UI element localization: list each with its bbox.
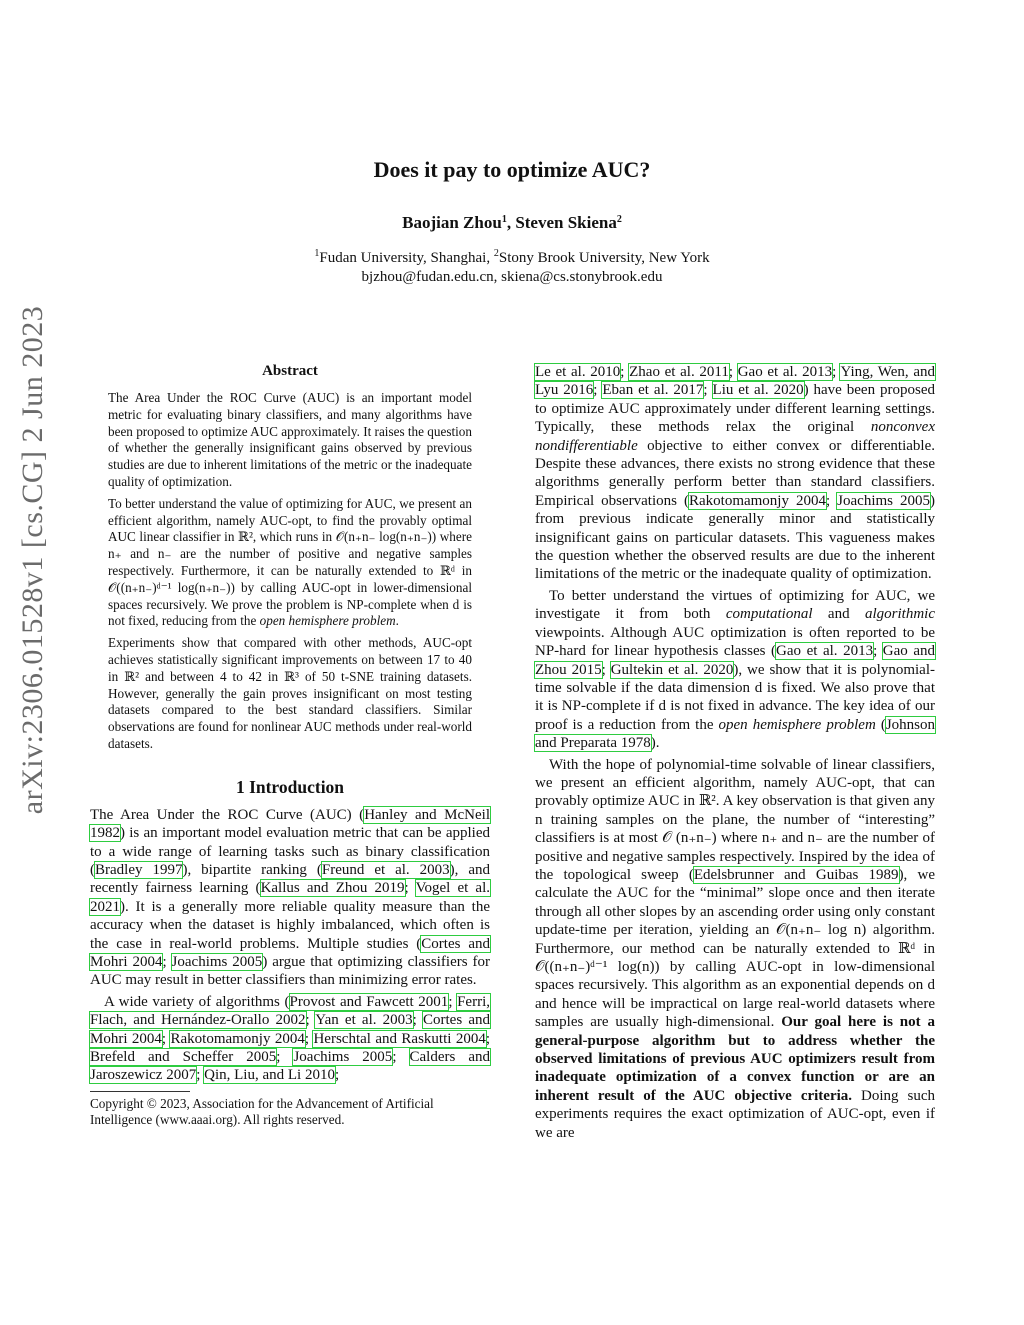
- text: ).: [650, 735, 660, 752]
- abstract-p2-emphasis: open hemisphere problem: [259, 613, 396, 629]
- text: ), we show that it is polynomial-time solvable if the data dimension d is fixed. We also prove that it is NP-complete if d is not fixed in advance. The key idea of our proof is a reduction from the: [535, 661, 935, 733]
- text: ;: [485, 1030, 490, 1047]
- author-2: Steven Skiena: [515, 213, 617, 232]
- citation-link[interactable]: Liu et al. 2020: [712, 382, 804, 399]
- arxiv-id-text: arXiv:2306.01528v1 [cs.CG] 2 Jun 2023: [16, 305, 49, 815]
- affiliation-1: Fudan University, Shanghai,: [319, 250, 494, 266]
- citation-link[interactable]: Vogel et al. 2021: [90, 880, 491, 915]
- text: ;: [304, 1030, 314, 1047]
- text: ;: [392, 1049, 410, 1066]
- emphasis: computational: [725, 606, 813, 623]
- citation-link[interactable]: Cortes and Mohri 2004: [90, 935, 490, 970]
- footnote-divider: [90, 1091, 190, 1092]
- citation-link[interactable]: Rakotomamonjy 2004: [688, 492, 826, 509]
- text: and: [812, 606, 865, 623]
- affil-2-mark: 2: [493, 248, 499, 259]
- text: With the hope of polynomial-time solvable of linear classifiers, we present an efficient algorithm, namely AUC-opt, that can provably optimize AUC in ℝ². A key observation is that given any n training samples on the plane, the number of “interesting” classifiers is at most 𝒪 (n₊n₋) where n₊ and n₋ are the number of positive and negative samples respectively. Inspired by the idea of the topological sweep (: [535, 756, 935, 883]
- citation-link[interactable]: Brefeld and Scheffer 2005: [90, 1049, 277, 1066]
- citation-link[interactable]: Herschtal and Raskutti 2004: [313, 1030, 486, 1047]
- text: ;: [305, 1012, 316, 1029]
- author-2-affil-mark: 2: [616, 214, 622, 225]
- text: A wide variety of algorithms (: [104, 993, 290, 1010]
- text: ), and recently fairness learning (: [90, 861, 491, 897]
- intro-paragraph-2: [90, 993, 490, 1085]
- left-column: [90, 363, 490, 1129]
- copyright-footnote: Copyright © 2023, Association for the Advancement of Artificial Intelligence (www.aaai.org). All rights reserved.: [90, 1095, 434, 1128]
- author-1: Baojian Zhou: [402, 213, 502, 232]
- right-column: [535, 363, 935, 1145]
- citation-link[interactable]: Le et al. 2010: [535, 364, 621, 380]
- text: ), bipartite ranking (: [182, 861, 322, 878]
- citation-link[interactable]: Hanley and McNeil 1982: [90, 806, 491, 842]
- citation-link[interactable]: Joachims 2005: [293, 1049, 393, 1066]
- text: Doing such experiments requires the exact optimization of AUC-opt, even if we are: [535, 1087, 935, 1141]
- author-emails: bjzhou@fudan.edu.cn, skiena@cs.stonybrook.edu: [361, 269, 663, 285]
- emphasis: nonconvex nondifferentiable: [535, 419, 935, 454]
- citation-link[interactable]: Yan et al. 2003: [315, 1012, 413, 1029]
- text: ) argue that optimizing classifiers for AUC may result in better classifiers than minimizing error rates.: [90, 953, 490, 989]
- abstract-paragraph-1: The Area Under the ROC Curve (AUC) is an important model metric for evaluating binary classifiers, and many algorithms have been proposed to optimize AUC approximately. It raises the question of whether the generally insignificant gains observed by previous studies are due to inherent limitations of the metric or the inadequate quality of optimization.: [108, 390, 472, 489]
- citation-link[interactable]: Joachims 2005: [171, 953, 263, 970]
- text: viewpoints. Although AUC optimization is often reported to be NP-hard for linear hypothesis classes (: [535, 624, 935, 660]
- intro-heading: 1 Introduction: [235, 776, 345, 797]
- text: (: [875, 716, 886, 733]
- text: ;: [404, 880, 416, 897]
- text: ;: [276, 1049, 294, 1066]
- citation-link[interactable]: Provost and Fawcett 2001: [289, 993, 449, 1010]
- right-paragraph-1: [535, 363, 935, 584]
- citation-link[interactable]: Johnson and Preparata 1978: [535, 716, 936, 752]
- text: objective to either convex or differentiable. Despite these advances, there exists no strong evidence that these algorithms generally perform better than standard classifiers. Empirical observations (: [535, 437, 935, 509]
- citation-link[interactable]: Kallus and Zhou 2019: [260, 880, 405, 897]
- paper-title: Does it pay to optimize AUC?: [373, 157, 651, 182]
- affiliation-line: [0, 249, 1024, 268]
- bold-statement: Our goal here is not a general-purpose algorithm but to address whether the observed limitations of previous AUC optimizers result from inadequate optimization of a convex function or are an inherent result of the AUC objective criteria.: [535, 1014, 935, 1104]
- citation-link[interactable]: Bradley 1997: [95, 861, 183, 878]
- citation-link[interactable]: Calders and Jaroszewicz 2007: [90, 1049, 491, 1084]
- text: ;: [196, 1067, 205, 1084]
- text: ;: [601, 661, 611, 678]
- right-paragraph-2: [535, 587, 935, 753]
- citation-link[interactable]: Joachims 2005: [837, 492, 931, 509]
- affil-1-mark: 1: [314, 248, 320, 259]
- text: ;: [334, 1067, 340, 1084]
- citation-link[interactable]: Zhao et al. 2011: [629, 364, 729, 380]
- abstract-paragraph-2: [108, 496, 472, 630]
- text: ;: [703, 382, 713, 399]
- text: The Area Under the ROC Curve (AUC) (: [90, 806, 365, 823]
- author-separator: ,: [506, 213, 516, 232]
- citation-link[interactable]: Freund et al. 2003: [321, 861, 450, 878]
- affiliation-2: Stony Brook University, New York: [498, 250, 710, 266]
- citation-link[interactable]: Ying, Wen, and Lyu 2016: [535, 364, 935, 399]
- text: ;: [728, 364, 738, 380]
- text: ). It is a generally more reliable quality measure than the accuracy when the dataset is highly imbalanced, which often is the case in real-world problems. Multiple studies (: [90, 898, 490, 952]
- text: ;: [161, 1030, 171, 1047]
- right-paragraph-3: [535, 756, 935, 1143]
- text: ), we calculate the AUC for the “minimal” slope once and then iterate through all other slopes by an ascending order using only constant update-time per iteration, yielding an 𝒪(n₊n₋ log n) algorithm. Furthermore, our method can be naturally extended to ℝᵈ in 𝒪((n₊n₋)ᵈ⁻¹ log(n)) by calling AUC-opt in low-dimensional spaces recursively. This algorithm as an exponential depends on d and hence will be impractical on large real-world datasets where samples are usually high-dimensional.: [535, 866, 935, 1031]
- affiliations: [0, 249, 1024, 287]
- abstract-p2-end: .: [395, 613, 399, 629]
- citation-link[interactable]: Gao and Zhou 2015: [535, 643, 935, 678]
- text: ;: [593, 382, 603, 399]
- text: ;: [448, 993, 458, 1010]
- text: ;: [873, 643, 883, 660]
- text: ;: [620, 364, 630, 380]
- abstract-heading: Abstract: [262, 363, 318, 379]
- text: ;: [832, 364, 841, 380]
- author-1-affil-mark: 1: [501, 214, 507, 225]
- text: ;: [162, 953, 172, 970]
- text: ;: [825, 492, 838, 509]
- citation-link[interactable]: Gultekin et al. 2020: [610, 661, 734, 678]
- text: ) have been proposed to optimize AUC approximately under different learning settings. Typically, these methods relax the original: [535, 382, 935, 436]
- emphasis: open hemisphere problem: [718, 716, 876, 733]
- citation-link[interactable]: Cortes and Mohri 2004: [90, 1012, 490, 1047]
- citation-link[interactable]: Qin, Liu, and Li 2010: [204, 1067, 335, 1084]
- citation-link[interactable]: Gao et al. 2013: [776, 643, 874, 660]
- abstract-section: [108, 363, 472, 753]
- emphasis: algorithmic: [865, 606, 935, 623]
- text: ) from previous indicate generally minor and statistically insignificant gains on particular datasets. This vagueness makes the question whether the observed results are due to the inherent limitations of the metric or the inadequate quality of optimization.: [535, 492, 936, 583]
- text: To better understand the virtues of optimizing for AUC, we investigate it from both: [535, 587, 935, 623]
- citation-link[interactable]: Ferri, Flach, and Hernández-Orallo 2002: [90, 993, 491, 1029]
- citation-link[interactable]: Gao et al. 2013: [737, 364, 833, 380]
- citation-link[interactable]: Rakotomamonjy 2004: [170, 1030, 305, 1047]
- text: ) is an important model evaluation metric that can be applied to a wide range of learning tasks such as binary classification (: [90, 825, 490, 878]
- abstract-paragraph-3: Experiments show that compared with other methods, AUC-opt achieves statistically significant improvements on between 17 to 40 in ℝ² and between 4 to 42 in ℝ³ of 50 t-SNE training datasets. However, generally the gain proves insignificant on most testing datasets compared to the best standard classifiers. Similar observations are found for nonlinear AUC methods under real-world datasets.: [108, 635, 472, 751]
- intro-paragraph-1: [90, 806, 490, 990]
- author-line: [0, 213, 1024, 233]
- citation-link[interactable]: Edelsbrunner and Guibas 1989: [693, 866, 899, 883]
- text: ;: [412, 1012, 424, 1029]
- citation-link[interactable]: Eban et al. 2017: [602, 382, 704, 399]
- abstract-p2-text: To better understand the value of optimizing for AUC, we present an efficient algorithm, namely AUC-opt, to find the provably optimal AUC linear classifier in ℝ², which runs in 𝒪(n₊n₋ log(n₊n₋)) where n₊ and n₋ are the number of positive and negative samples respectively. Furthermore, it can be naturally extended to ℝᵈ in 𝒪((n₊n₋)ᵈ⁻¹ log(n₊n₋)) by calling AUC-opt in lower-dimensional spaces recursively. We prove the problem is NP-complete when d is not fixed, reducing from the: [108, 495, 472, 629]
